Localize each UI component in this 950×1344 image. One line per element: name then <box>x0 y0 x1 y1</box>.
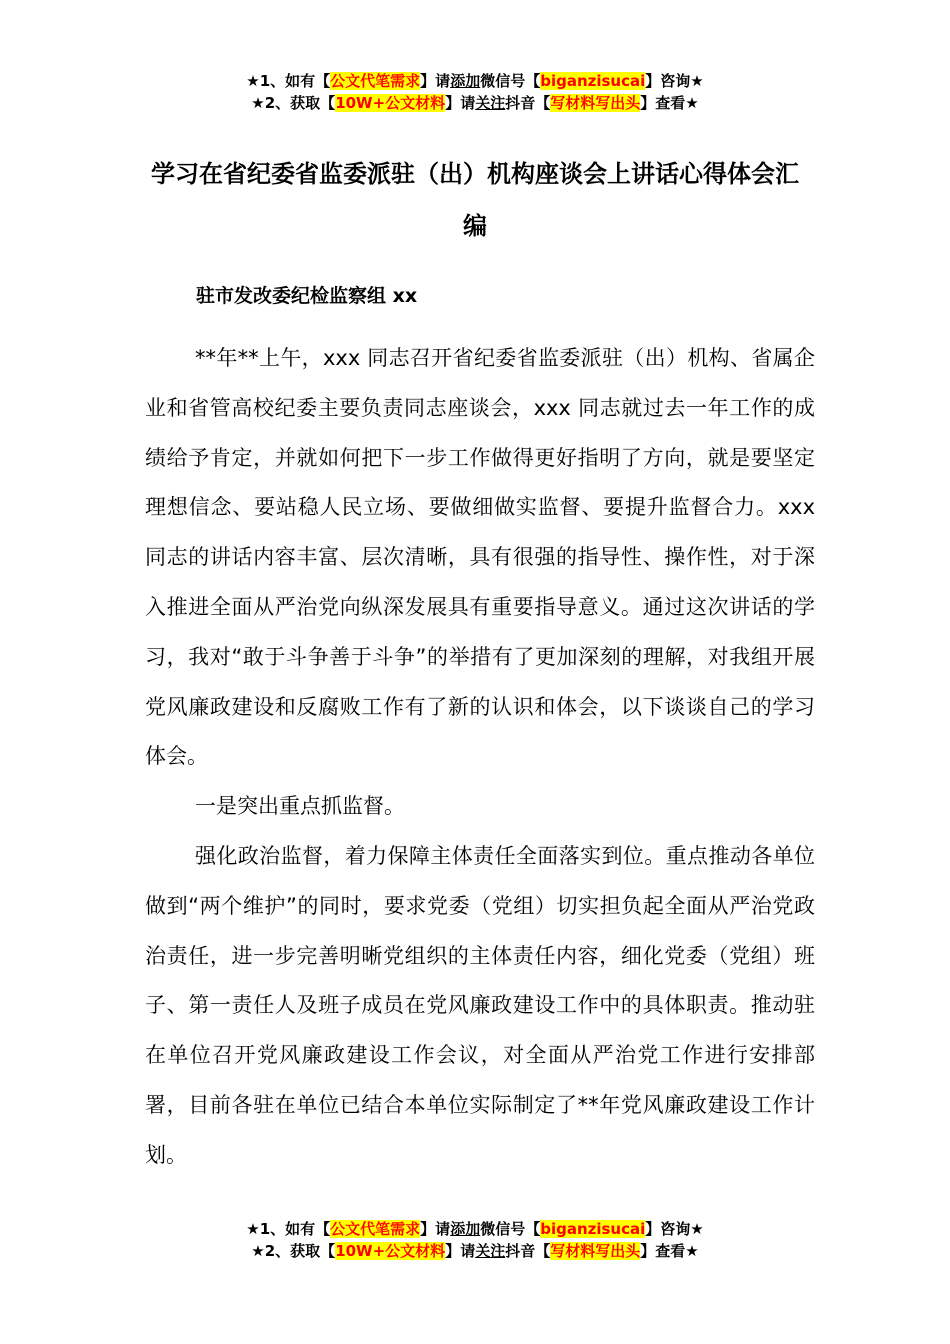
banner-text: 抖音【 <box>505 94 551 112</box>
banner-text: ★1、如有【 <box>246 72 331 90</box>
banner-text: 】请 <box>445 1242 476 1260</box>
banner-text: 】咨询★ <box>645 1220 704 1238</box>
document-title: 学习在省纪委省监委派驻（出）机构座谈会上讲话心得体会汇编 <box>151 160 799 240</box>
banner-highlight: 写材料写出头 <box>550 94 641 112</box>
banner-highlight: 10W+公文材料 <box>335 94 446 112</box>
banner-underline: 添加 <box>450 1220 481 1238</box>
banner-highlight: 写材料写出头 <box>550 1242 641 1260</box>
banner-highlight: 10W+公文材料 <box>335 1242 446 1260</box>
body-paragraph: 强化政治监督，着力保障主体责任全面落实到位。重点推动各单位做到“两个维护”的同时，要求党委（党组）切实担负起全面从严治党政治责任，进一步完善明晰党组织的主体责任内容，细化党委（党组）班子、第一责任人及班子成员在党风廉政建设工作中的具体职责。推动驻在单位召开党风廉政建设工作会议，对全面从严治党工作进行安排部署，目前各驻在单位已结合本单位实际制定了**年党风廉政建设工作计划。 <box>145 843 815 1167</box>
banner-text: ★1、如有【 <box>246 1220 331 1238</box>
banner-highlight: 公文代笔需求 <box>330 72 421 90</box>
body-paragraph: **年**上午，xxx 同志召开省纪委省监委派驻（出）机构、省属企业和省管高校纪委主要负责同志座谈会，xxx 同志就过去一年工作的成绩给予肯定，并就如何把下一步工作做得更好指明了方向，就是要坚定理想信念、要站稳人民立场、要做细做实监督、要提升监督合力。xxx 同志的讲话内容丰富、层次清晰，具有很强的指导性、操作性，对于深入推进全面从严治党向纵深发展具有重要指导意义。通过这次讲话的学习，我对“敢于斗争善于斗争”的举措有了更加深刻的理解，对我组开展党风廉政建设和反腐败工作有了新的认识和体会，以下谈谈自己的学习体会。 <box>145 346 815 769</box>
banner-text: 】请 <box>445 94 476 112</box>
banner-line-2 <box>0 92 950 114</box>
banner-text: ★2、获取【 <box>251 1242 336 1260</box>
banner-text: ★2、获取【 <box>251 94 336 112</box>
header-banner <box>0 70 950 114</box>
document-author: 驻市发改委纪检监察组 xx <box>196 285 418 307</box>
banner-text: 】请 <box>420 72 451 90</box>
banner-text: 抖音【 <box>505 1242 551 1260</box>
footer-banner <box>0 1218 950 1262</box>
banner-text: 】请 <box>420 1220 451 1238</box>
banner-underline: 关注 <box>475 94 506 112</box>
banner-text: 微信号【 <box>480 72 541 90</box>
banner-text: 】咨询★ <box>645 72 704 90</box>
banner-line-2 <box>0 1240 950 1262</box>
banner-highlight: 公文代笔需求 <box>330 1220 421 1238</box>
banner-line-1 <box>0 1218 950 1240</box>
document-body <box>145 334 815 1181</box>
banner-underline: 添加 <box>450 72 481 90</box>
banner-highlight: biganzisucai <box>540 72 646 90</box>
banner-text: 微信号【 <box>480 1220 541 1238</box>
section-heading: 一是突出重点抓监督。 <box>195 794 405 819</box>
banner-text: 】查看★ <box>640 1242 699 1260</box>
banner-highlight: biganzisucai <box>540 1220 646 1238</box>
banner-text: 】查看★ <box>640 94 699 112</box>
banner-underline: 关注 <box>475 1242 506 1260</box>
banner-line-1 <box>0 70 950 92</box>
